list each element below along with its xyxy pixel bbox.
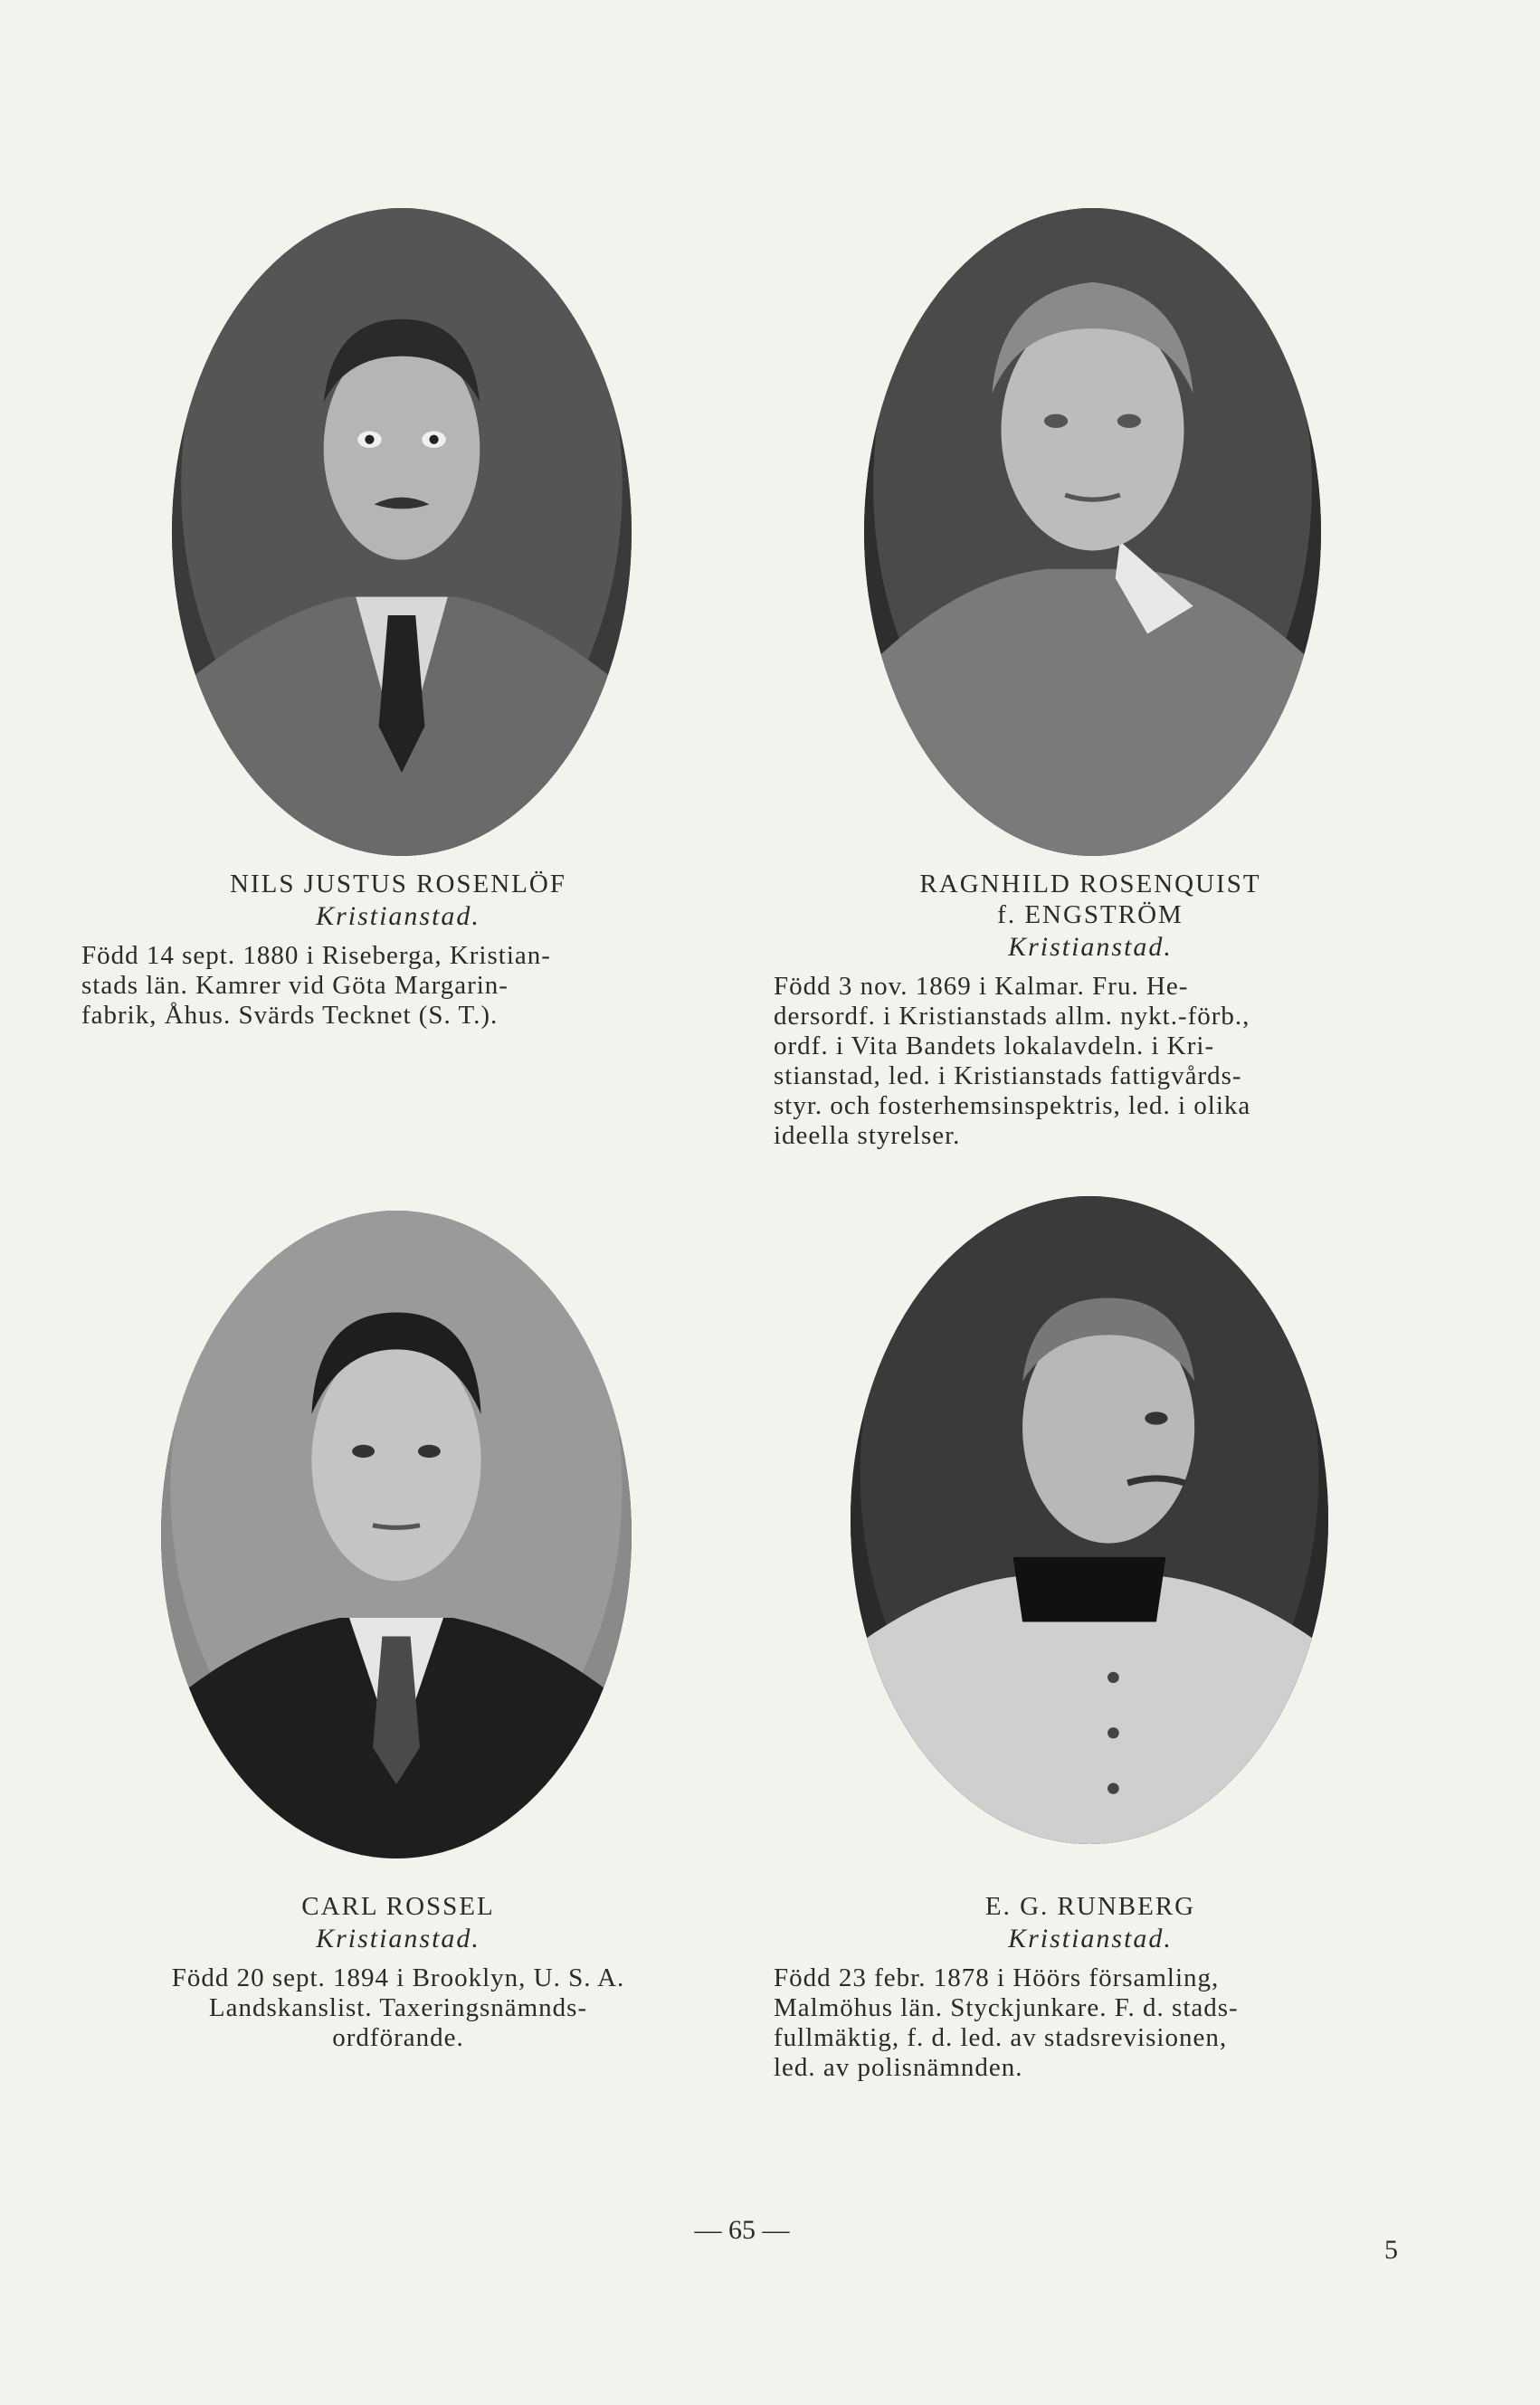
bio-line: stads län. Kamrer vid Göta Margarin- <box>81 971 509 1000</box>
portrait-rossel <box>161 1211 632 1858</box>
bio-rossel <box>81 1963 715 2053</box>
bio-line: Född 23 febr. 1878 i Höörs församling, <box>774 1963 1220 1992</box>
place-rosenquist: Kristianstad. <box>1008 932 1173 962</box>
bio-line: fullmäktig, f. d. led. av stadsrevisionen, <box>774 2023 1228 2052</box>
name-rosenquist-maiden: f. ENGSTRÖM <box>997 900 1184 929</box>
bio-line: fabrik, Åhus. Svärds Tecknet (S. T.). <box>81 1001 499 1030</box>
bio-line: Landskanslist. Taxeringsnämnds- <box>208 1993 588 2022</box>
bio-rosenlof <box>81 941 715 1031</box>
name-rossel: CARL ROSSEL <box>301 1892 495 1921</box>
name-rosenlof: NILS JUSTUS ROSENLÖF <box>230 870 566 898</box>
page-number: — 65 — <box>694 2215 790 2245</box>
entry-runberg <box>774 1891 1407 2126</box>
bio-line: Malmöhus län. Styckjunkare. F. d. stads- <box>774 1993 1239 2022</box>
bio-line: led. av polisnämnden. <box>774 2053 1023 2082</box>
portrait-runberg <box>851 1196 1328 1844</box>
bio-line: Född 3 nov. 1869 i Kalmar. Fru. He- <box>774 972 1189 1001</box>
entry-rosenlof <box>81 869 715 1068</box>
place-runberg: Kristianstad. <box>1008 1924 1173 1953</box>
entry-rosenquist <box>774 869 1407 1194</box>
name-rosenquist: RAGNHILD ROSENQUIST <box>919 870 1261 898</box>
bio-line: Född 14 sept. 1880 i Riseberga, Kristian- <box>81 941 551 970</box>
place-rosenlof: Kristianstad. <box>316 901 480 931</box>
portrait-rosenquist <box>864 208 1321 856</box>
signature-mark: 5 <box>1384 2235 1398 2265</box>
bio-line: ordförande. <box>332 2023 464 2052</box>
bio-line: stianstad, led. i Kristianstads fattigvårds- <box>774 1061 1242 1090</box>
bio-line: ideella styrelser. <box>774 1121 961 1150</box>
bio-line: ordf. i Vita Bandets lokalavdeln. i Kri- <box>774 1031 1215 1060</box>
portrait-rosenlof <box>172 208 632 856</box>
bio-line: styr. och fosterhemsinspektris, led. i olika <box>774 1091 1251 1120</box>
bio-line: dersordf. i Kristianstads allm. nykt.-förb., <box>774 1002 1250 1031</box>
name-runberg: E. G. RUNBERG <box>984 1892 1196 1921</box>
bio-rosenquist <box>774 972 1407 1151</box>
entry-rossel <box>81 1891 715 2090</box>
place-rossel: Kristianstad. <box>316 1924 480 1953</box>
bio-runberg <box>774 1963 1407 2083</box>
bio-line: Född 20 sept. 1894 i Brooklyn, U. S. A. <box>171 1963 625 1992</box>
